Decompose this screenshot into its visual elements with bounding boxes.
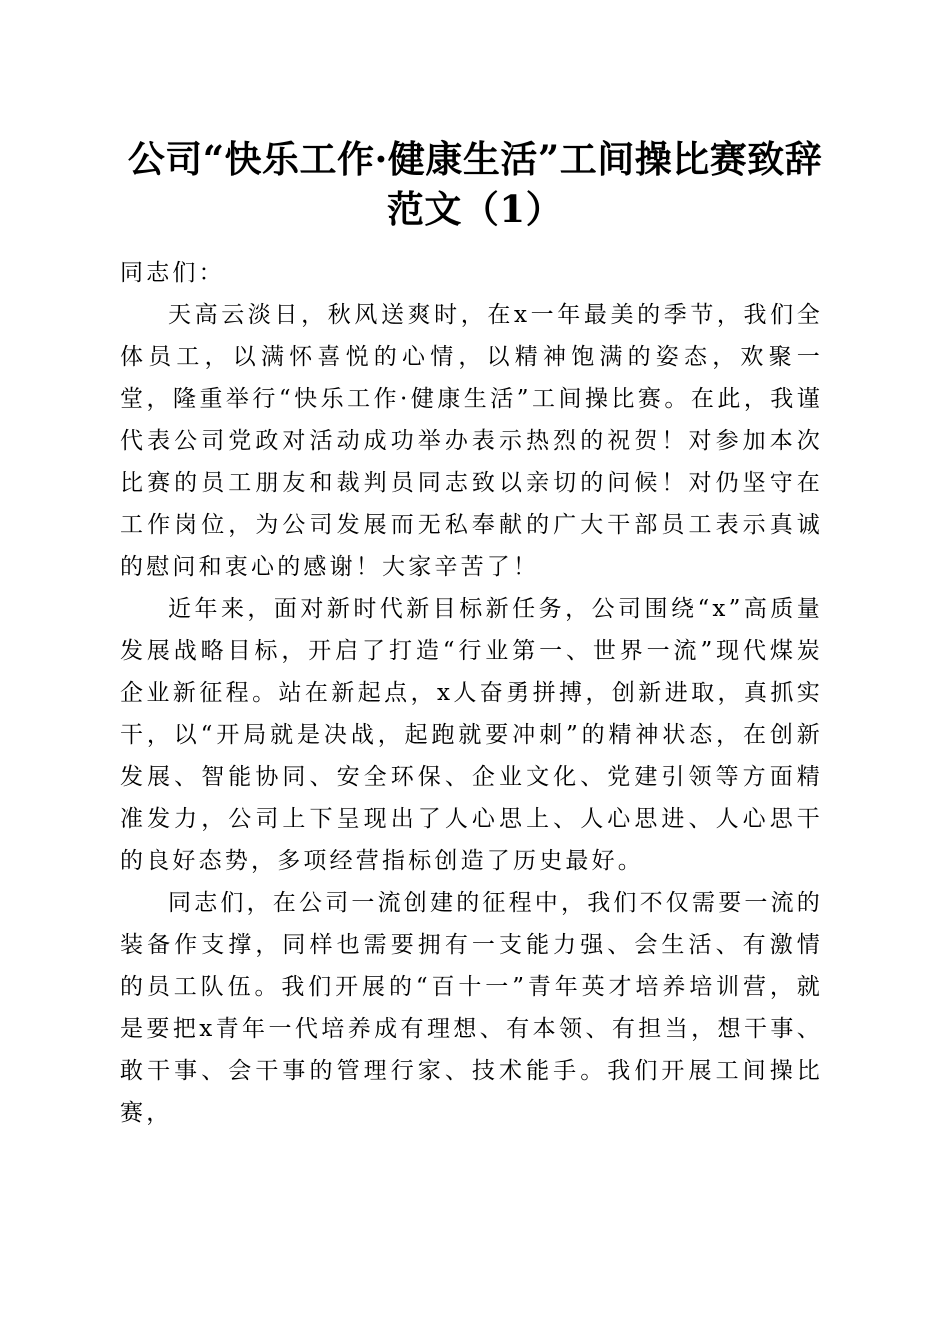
paragraph-1: 天高云淡日，秋风送爽时，在x一年最美的季节，我们全体员工，以满怀喜悦的心情，以精神饱满的姿态，欢聚一堂，隆重举行“快乐工作·健康生活”工间操比赛。在此，我谨代表公司党政对活动成功举办表示热烈的祝贺！对参加本次比赛的员工朋友和裁判员同志致以亲切的问候！对仍坚守在工作岗位，为公司发展而无私奉献的广大干部员工表示真诚的慰问和衷心的感谢！大家辛苦了！ — [120, 302, 823, 580]
document-title — [110, 134, 840, 234]
salutation: 同志们： — [120, 260, 225, 286]
paragraph-3: 同志们，在公司一流创建的征程中，我们不仅需要一流的装备作支撑，同样也需要拥有一支能力强、会生活、有激情的员工队伍。我们开展的“百十一”青年英才培养培训营，就是要把x青年一代培养成有理想、有本领、有担当，想干事、敢干事、会干事的管理行家、技术能手。我们开展工间操比赛， — [120, 890, 823, 1126]
document-body — [120, 252, 823, 1134]
paragraph-2: 近年来，面对新时代新目标新任务，公司围绕“x”高质量发展战略目标，开启了打造“行业第一、世界一流”现代煤炭企业新征程。站在新起点，x人奋勇拼搏，创新进取，真抓实干，以“开局就是决战，起跑就要冲刺”的精神状态，在创新发展、智能协同、安全环保、企业文化、党建引领等方面精准发力，公司上下呈现出了人心思上、人心思进、人心思干的良好态势，多项经营指标创造了历史最好。 — [120, 596, 823, 874]
title-line-2: 范文（1） — [386, 187, 564, 231]
title-line-1: 公司“快乐工作·健康生活”工间操比赛致辞 — [127, 137, 823, 181]
